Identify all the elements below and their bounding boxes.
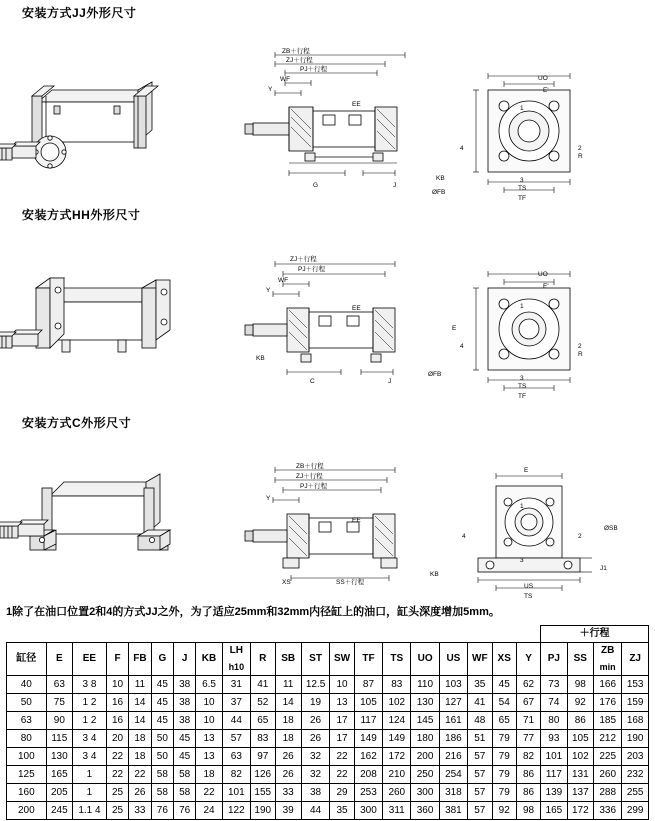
- label-uo: UO: [538, 75, 548, 82]
- cell: 216: [439, 748, 467, 766]
- col-kb: KB: [196, 643, 222, 676]
- cell: 162: [354, 748, 382, 766]
- cell-bore: 50: [7, 694, 47, 712]
- cell-bore: 40: [7, 676, 47, 694]
- cell: 26: [275, 748, 301, 766]
- cell: 360: [411, 802, 439, 820]
- cell: 3 4: [73, 730, 107, 748]
- cell: 203: [622, 748, 649, 766]
- cell: 318: [439, 784, 467, 802]
- cell: 38: [174, 712, 196, 730]
- cell: 76: [151, 802, 173, 820]
- cell: 3 8: [73, 676, 107, 694]
- label-2: 2: [578, 533, 582, 540]
- cell: 82: [222, 766, 250, 784]
- col-sw: SW: [330, 643, 355, 676]
- cell: 254: [439, 766, 467, 784]
- label-1: 1: [520, 503, 524, 510]
- cell: 97: [250, 748, 275, 766]
- label-kb: KB: [430, 571, 439, 578]
- cell: 232: [622, 766, 649, 784]
- label-y: Y: [266, 287, 271, 294]
- cell: 52: [250, 694, 275, 712]
- section-title-jj: 安装方式JJ外形尺寸: [22, 6, 137, 20]
- cell: 13: [196, 730, 222, 748]
- table-row: [7, 730, 649, 748]
- col-zj: ZJ: [622, 643, 649, 676]
- cell: 105: [567, 730, 593, 748]
- cell: 12.5: [301, 676, 329, 694]
- cell: 300: [411, 784, 439, 802]
- cell: 210: [383, 766, 411, 784]
- cell: 159: [622, 694, 649, 712]
- label-wf: WF: [280, 76, 291, 83]
- cell: 62: [516, 676, 540, 694]
- cell: 260: [594, 766, 622, 784]
- label-3: 3: [520, 375, 524, 382]
- col-sb: SB: [275, 643, 301, 676]
- cell: 1: [73, 766, 107, 784]
- cell: 155: [250, 784, 275, 802]
- table-row: [7, 748, 649, 766]
- cell: 17: [330, 712, 355, 730]
- drawing-hh-svg: [0, 228, 655, 408]
- cell: 225: [594, 748, 622, 766]
- cell: 79: [492, 766, 516, 784]
- cell: 127: [439, 694, 467, 712]
- cell: 38: [174, 694, 196, 712]
- cell: 73: [541, 676, 567, 694]
- cell: 161: [439, 712, 467, 730]
- drawing-c: [0, 434, 655, 602]
- cell: 45: [492, 676, 516, 694]
- section-title-hh: 安装方式HH外形尺寸: [22, 208, 141, 222]
- cell: 26: [275, 766, 301, 784]
- cell: 145: [411, 712, 439, 730]
- cell: 11: [275, 676, 301, 694]
- cell: 130: [46, 748, 72, 766]
- label-3: 3: [520, 557, 524, 564]
- label-fb: ØFB: [428, 371, 442, 378]
- cell: 165: [541, 802, 567, 820]
- col-zb-bottom: min: [599, 662, 616, 672]
- table-row: [7, 802, 649, 820]
- cell: 74: [541, 694, 567, 712]
- cell: 37: [222, 694, 250, 712]
- cell: 130: [411, 694, 439, 712]
- label-zj: ZJ＋行程: [286, 57, 313, 64]
- cell-bore: 80: [7, 730, 47, 748]
- cell: 17: [330, 730, 355, 748]
- cell-bore: 200: [7, 802, 47, 820]
- cell: 41: [250, 676, 275, 694]
- label-wf: WF: [278, 277, 289, 284]
- cell: 165: [46, 766, 72, 784]
- cell: 19: [301, 694, 329, 712]
- cell-bore: 125: [7, 766, 47, 784]
- col-e: E: [46, 643, 72, 676]
- cell: 139: [541, 784, 567, 802]
- cell: 57: [468, 766, 492, 784]
- label-zb: ZB＋行程: [296, 463, 324, 470]
- cell: 10: [196, 712, 222, 730]
- col-bore: 缸径: [7, 643, 47, 676]
- cell: 25: [106, 802, 128, 820]
- cell: 31: [222, 676, 250, 694]
- label-3: 3: [520, 177, 524, 184]
- label-ee: EE: [352, 101, 361, 108]
- cell: 29: [330, 784, 355, 802]
- cell: 63: [222, 748, 250, 766]
- col-ee: EE: [73, 643, 107, 676]
- cell: 149: [354, 730, 382, 748]
- cell: 117: [541, 766, 567, 784]
- table-row: [7, 694, 649, 712]
- cell: 86: [567, 712, 593, 730]
- col-y: Y: [516, 643, 540, 676]
- cell-bore: 100: [7, 748, 47, 766]
- cell: 101: [222, 784, 250, 802]
- cell: 93: [541, 730, 567, 748]
- cell: 6.5: [196, 676, 222, 694]
- col-pj: PJ: [541, 643, 567, 676]
- col-ss: SS: [567, 643, 593, 676]
- cell: 57: [222, 730, 250, 748]
- label-ts: TS: [518, 185, 527, 192]
- cell: 82: [516, 748, 540, 766]
- cell: 63: [46, 676, 72, 694]
- drawing-c-svg: [0, 434, 655, 602]
- cell: 92: [492, 802, 516, 820]
- table-header-row: [7, 643, 649, 676]
- label-pj: PJ＋行程: [300, 66, 328, 73]
- cell: 58: [151, 784, 173, 802]
- cell: 77: [516, 730, 540, 748]
- cell: 122: [222, 802, 250, 820]
- label-uo: UO: [538, 271, 548, 278]
- col-g: G: [151, 643, 173, 676]
- cell: 153: [622, 676, 649, 694]
- cell: 38: [174, 676, 196, 694]
- cell: 79: [492, 748, 516, 766]
- footnote: 1除了在油口位置2和4的方式JJ之外，为了适应25mm和32mm内径缸上的油口，缸头深度增加5mm。: [6, 606, 500, 618]
- label-j: J: [393, 182, 397, 189]
- cell: 98: [516, 802, 540, 820]
- cell: 16: [106, 694, 128, 712]
- cell: 10: [330, 676, 355, 694]
- cell: 45: [151, 712, 173, 730]
- cell: 22: [196, 784, 222, 802]
- cell: 98: [567, 676, 593, 694]
- col-zb-top: ZB: [601, 645, 615, 656]
- label-zj: ZJ＋行程: [290, 256, 317, 263]
- cell: 3 4: [73, 748, 107, 766]
- cell: 86: [516, 766, 540, 784]
- cell: 13: [330, 694, 355, 712]
- cell: 126: [250, 766, 275, 784]
- drawing-hh: [0, 228, 655, 408]
- label-pj: PJ＋行程: [298, 266, 326, 273]
- label-tf: TF: [518, 393, 526, 400]
- cell: 45: [174, 748, 196, 766]
- cell: 48: [468, 712, 492, 730]
- cell: 26: [301, 712, 329, 730]
- table-row: [7, 676, 649, 694]
- cell: 26: [129, 784, 151, 802]
- cell: 101: [541, 748, 567, 766]
- cell: 117: [354, 712, 382, 730]
- cell: 18: [129, 748, 151, 766]
- col-fb: FB: [129, 643, 151, 676]
- label-1: 1: [520, 303, 524, 310]
- drawing-jj: [0, 22, 655, 202]
- cell: 381: [439, 802, 467, 820]
- cell: 45: [151, 676, 173, 694]
- label-g: G: [313, 182, 319, 189]
- label-zb: ZB＋行程: [282, 48, 310, 55]
- cell: 51: [468, 730, 492, 748]
- table-row: [7, 784, 649, 802]
- cell: 105: [354, 694, 382, 712]
- label-zj: ZJ＋行程: [296, 473, 323, 480]
- label-j1: J1: [600, 565, 607, 572]
- cell: 80: [541, 712, 567, 730]
- col-f: F: [106, 643, 128, 676]
- spec-table-wrap: [6, 625, 649, 820]
- cell: 102: [383, 694, 411, 712]
- cell: 45: [174, 730, 196, 748]
- label-e: E: [524, 467, 529, 474]
- col-lh: [222, 643, 250, 676]
- col-lh-top: LH: [229, 645, 243, 656]
- cell: 22: [330, 766, 355, 784]
- label-us: US: [524, 583, 534, 590]
- label-c: C: [310, 378, 315, 385]
- table-header-group-row: [7, 626, 649, 643]
- cell: 14: [129, 694, 151, 712]
- cell: 190: [250, 802, 275, 820]
- cell: 83: [250, 730, 275, 748]
- cell: 58: [174, 766, 196, 784]
- cell: 103: [439, 676, 467, 694]
- label-ss: SS＋行程: [336, 579, 365, 586]
- cell: 44: [301, 802, 329, 820]
- cell: 250: [411, 766, 439, 784]
- label-ee: EE: [352, 305, 361, 312]
- cell: 245: [46, 802, 72, 820]
- label-r: R: [578, 351, 583, 358]
- cell: 185: [594, 712, 622, 730]
- cell: 14: [275, 694, 301, 712]
- col-uo: UO: [411, 643, 439, 676]
- label-e2: E': [543, 87, 549, 94]
- cell: 24: [196, 802, 222, 820]
- label-1: 1: [520, 105, 524, 112]
- cell: 22: [106, 766, 128, 784]
- cell: 45: [151, 694, 173, 712]
- col-us: US: [439, 643, 467, 676]
- col-zb: [594, 643, 622, 676]
- cell: 32: [301, 766, 329, 784]
- cell: 32: [301, 748, 329, 766]
- cell: 110: [411, 676, 439, 694]
- cell: 16: [106, 712, 128, 730]
- label-2: 2: [578, 145, 582, 152]
- cell: 25: [106, 784, 128, 802]
- cell: 186: [439, 730, 467, 748]
- cell: 172: [567, 802, 593, 820]
- cell: 10: [196, 694, 222, 712]
- cell: 22: [330, 748, 355, 766]
- cell: 18: [196, 766, 222, 784]
- cell: 79: [492, 730, 516, 748]
- cell: 86: [516, 784, 540, 802]
- cell: 14: [129, 712, 151, 730]
- cell: 67: [516, 694, 540, 712]
- cell: 38: [301, 784, 329, 802]
- label-ts: TS: [518, 383, 527, 390]
- cell: 137: [567, 784, 593, 802]
- cell: 39: [275, 802, 301, 820]
- label-y: Y: [266, 495, 271, 502]
- cell: 18: [275, 730, 301, 748]
- cell: 13: [196, 748, 222, 766]
- spec-table: [6, 625, 649, 820]
- cell: 87: [354, 676, 382, 694]
- cell: 33: [129, 802, 151, 820]
- cell: 255: [622, 784, 649, 802]
- cell: 50: [151, 730, 173, 748]
- cell: 35: [468, 676, 492, 694]
- cell: 168: [622, 712, 649, 730]
- cell: 58: [151, 766, 173, 784]
- cell: 166: [594, 676, 622, 694]
- cell: 90: [46, 712, 72, 730]
- label-4: 4: [460, 145, 464, 152]
- cell: 311: [383, 802, 411, 820]
- cell: 1 2: [73, 694, 107, 712]
- cell: 26: [301, 730, 329, 748]
- label-fb: ØFB: [432, 189, 446, 196]
- cell: 180: [411, 730, 439, 748]
- label-e: E: [452, 325, 457, 332]
- cell: 115: [46, 730, 72, 748]
- label-2: 2: [578, 343, 582, 350]
- table-row: [7, 712, 649, 730]
- label-tf: TF: [518, 195, 526, 202]
- col-xs: XS: [492, 643, 516, 676]
- cell: 83: [383, 676, 411, 694]
- cell: 212: [594, 730, 622, 748]
- label-j: J: [388, 378, 392, 385]
- label-ee: EE: [352, 517, 361, 524]
- cell: 57: [468, 802, 492, 820]
- cell: 75: [46, 694, 72, 712]
- cell: 71: [516, 712, 540, 730]
- label-4: 4: [462, 533, 466, 540]
- cell: 288: [594, 784, 622, 802]
- cell: 131: [567, 766, 593, 784]
- cell: 253: [354, 784, 382, 802]
- section-title-c: 安装方式C外形尺寸: [22, 416, 132, 430]
- cell: 65: [492, 712, 516, 730]
- cell: 176: [594, 694, 622, 712]
- col-wf: WF: [468, 643, 492, 676]
- cell: 260: [383, 784, 411, 802]
- cell: 50: [151, 748, 173, 766]
- label-xs: XS: [282, 579, 291, 586]
- cell: 299: [622, 802, 649, 820]
- col-ts: TS: [383, 643, 411, 676]
- cell: 54: [492, 694, 516, 712]
- group-header-stroke: ＋行程: [541, 626, 649, 643]
- label-e2: E': [543, 283, 549, 290]
- spec-table-body: [7, 676, 649, 820]
- cell: 336: [594, 802, 622, 820]
- cell: 79: [492, 784, 516, 802]
- label-r: R: [578, 153, 583, 160]
- cell: 1 2: [73, 712, 107, 730]
- cell: 208: [354, 766, 382, 784]
- label-pj: PJ＋行程: [300, 483, 328, 490]
- cell: 22: [129, 766, 151, 784]
- drawing-jj-svg: [0, 22, 655, 202]
- cell: 35: [330, 802, 355, 820]
- cell: 10: [106, 676, 128, 694]
- cell: 205: [46, 784, 72, 802]
- label-y: Y: [268, 86, 273, 93]
- label-ts: TS: [524, 593, 533, 600]
- label-kb: KB: [436, 175, 445, 182]
- cell: 172: [383, 748, 411, 766]
- cell: 58: [174, 784, 196, 802]
- cell: 18: [275, 712, 301, 730]
- cell: 57: [468, 784, 492, 802]
- col-tf: TF: [354, 643, 382, 676]
- col-r: R: [250, 643, 275, 676]
- cell: 1.1 4: [73, 802, 107, 820]
- cell: 65: [250, 712, 275, 730]
- cell: 124: [383, 712, 411, 730]
- cell-bore: 160: [7, 784, 47, 802]
- cell: 1: [73, 784, 107, 802]
- cell: 190: [622, 730, 649, 748]
- cell: 76: [174, 802, 196, 820]
- cell: 300: [354, 802, 382, 820]
- label-sb: ØSB: [604, 525, 618, 532]
- label-kb: KB: [256, 355, 265, 362]
- cell: 44: [222, 712, 250, 730]
- col-st: ST: [301, 643, 329, 676]
- cell: 11: [129, 676, 151, 694]
- cell-bore: 63: [7, 712, 47, 730]
- cell: 41: [468, 694, 492, 712]
- cell: 22: [106, 748, 128, 766]
- cell: 92: [567, 694, 593, 712]
- cell: 149: [383, 730, 411, 748]
- cell: 57: [468, 748, 492, 766]
- cell: 18: [129, 730, 151, 748]
- table-row: [7, 766, 649, 784]
- cell: 200: [411, 748, 439, 766]
- cell: 102: [567, 748, 593, 766]
- cell: 33: [275, 784, 301, 802]
- label-4: 4: [460, 343, 464, 350]
- cell: 20: [106, 730, 128, 748]
- col-lh-bottom: h10: [228, 662, 245, 672]
- col-j: J: [174, 643, 196, 676]
